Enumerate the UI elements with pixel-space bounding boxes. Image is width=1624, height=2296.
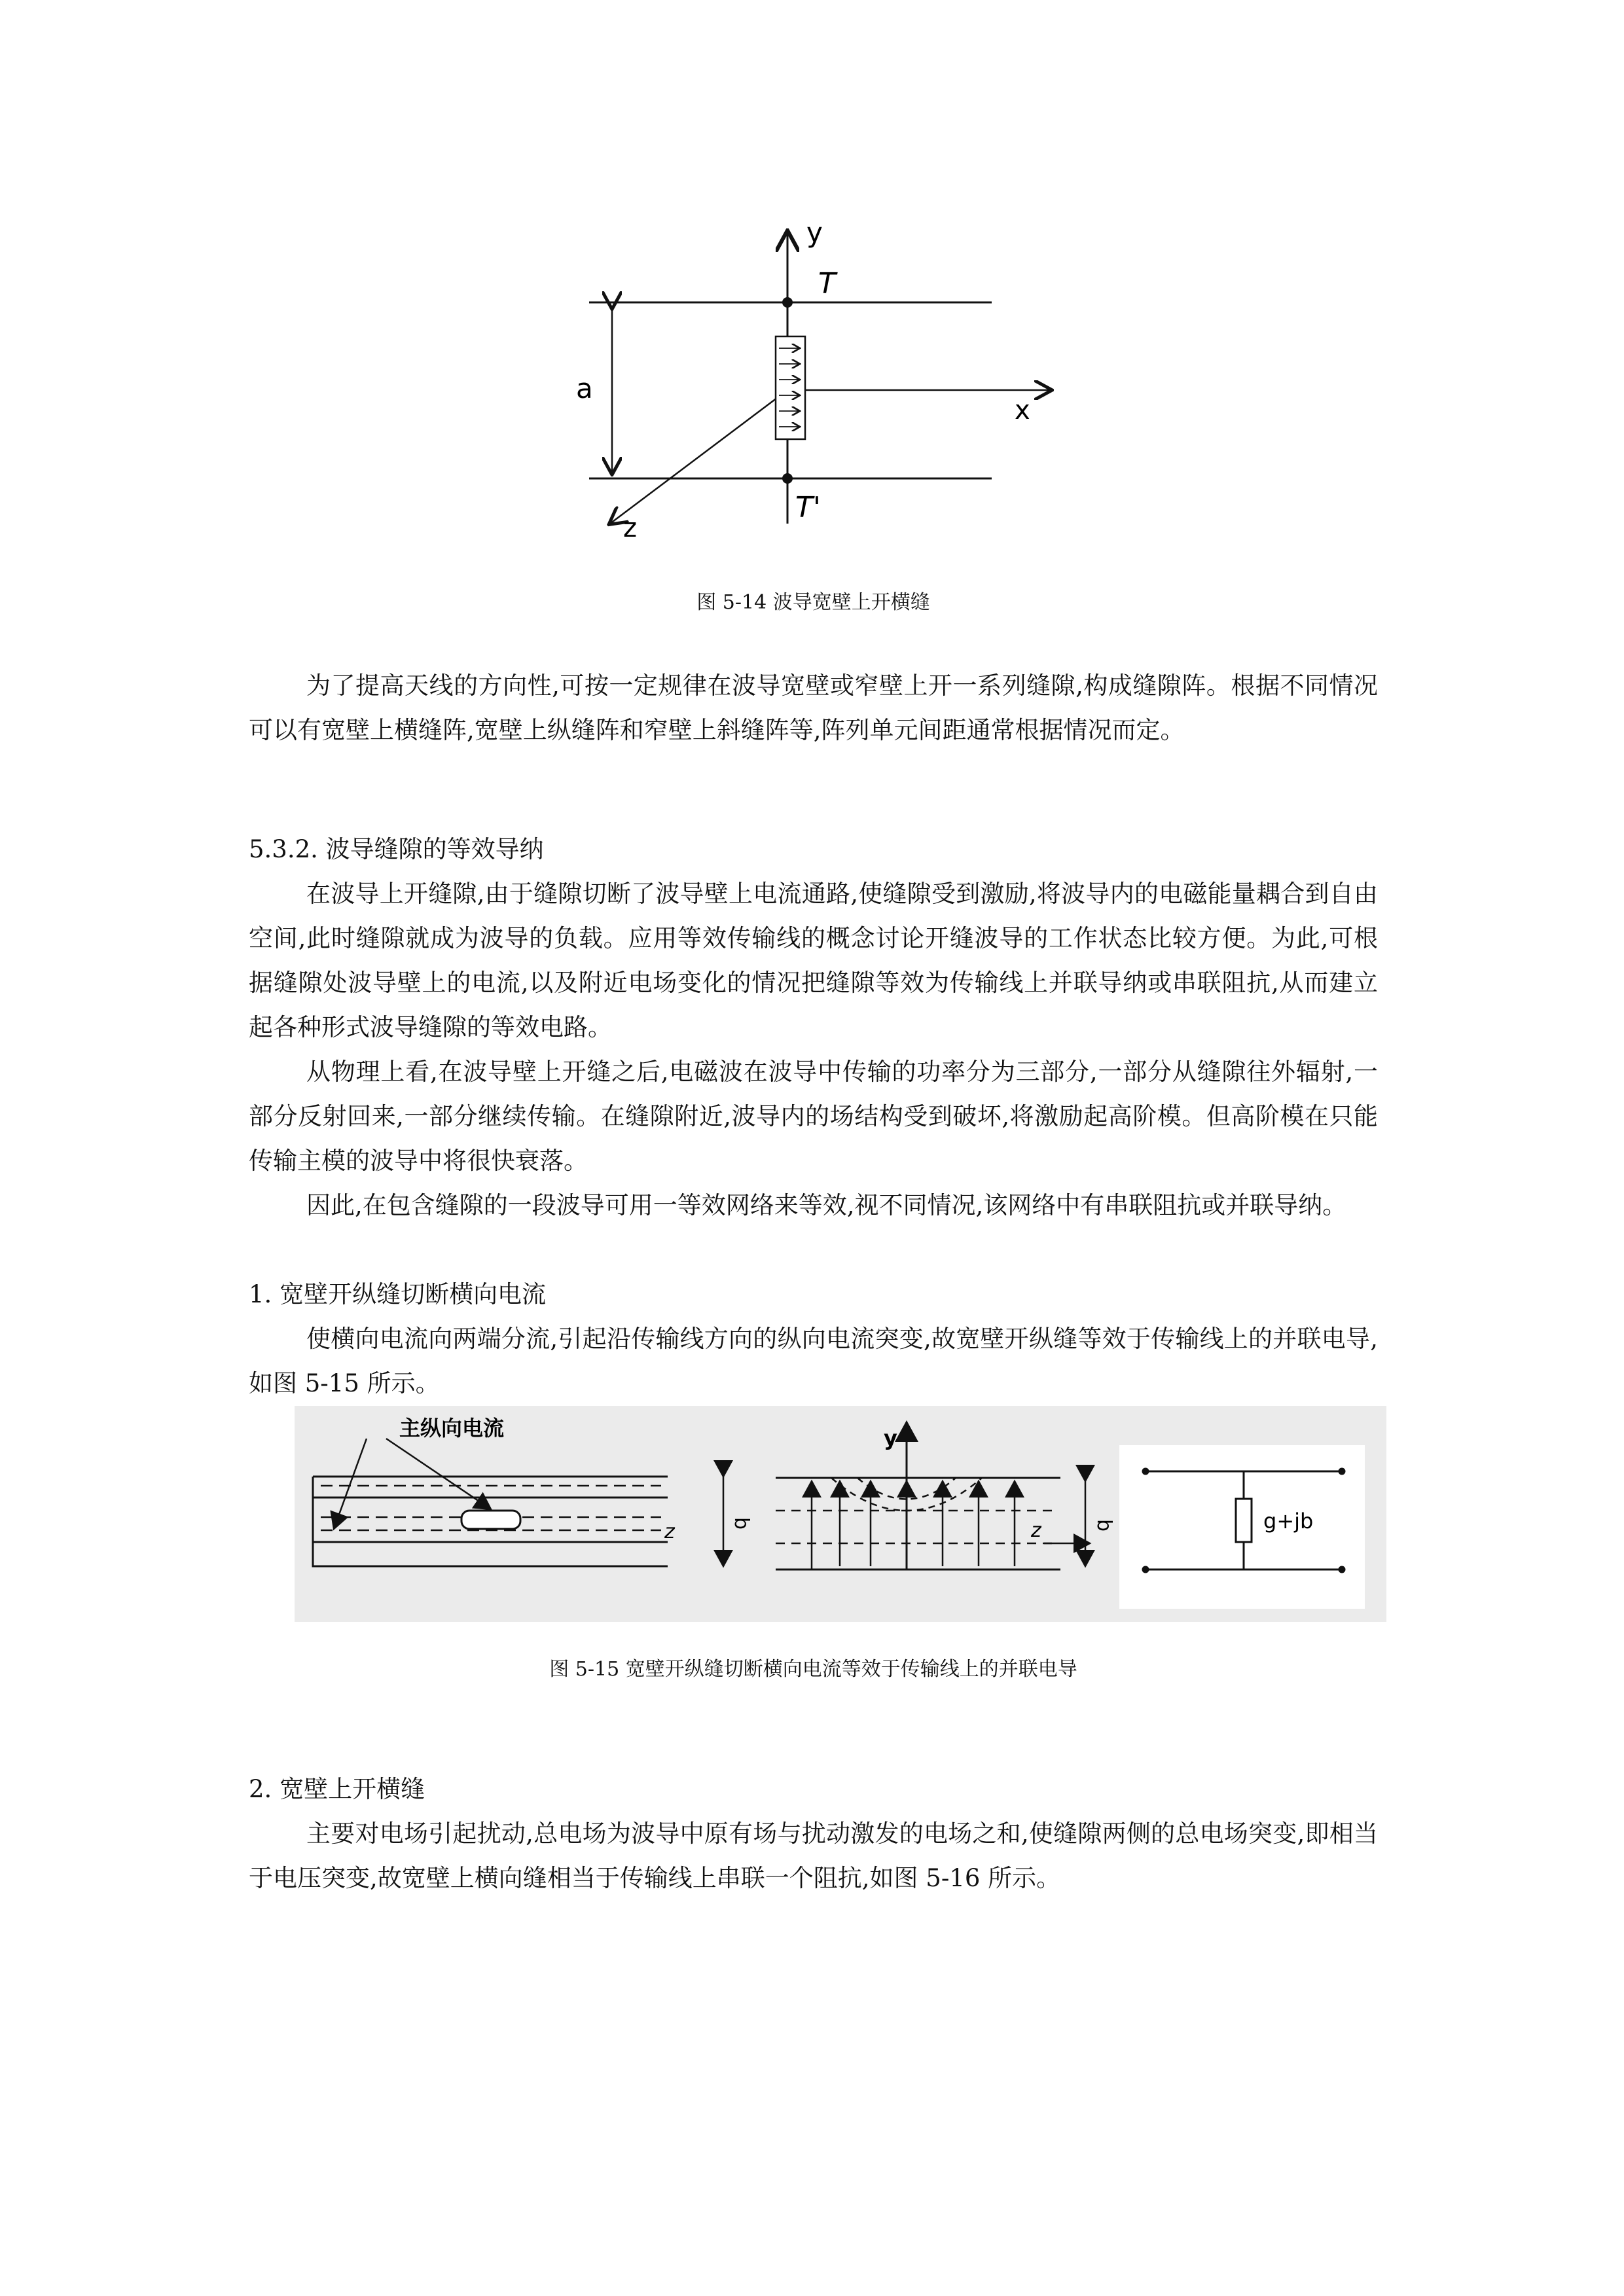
- paragraph-slot-load: 在波导上开缝隙,由于缝隙切断了波导壁上电流通路,使缝隙受到激励,将波导内的电磁能量耦合到自由空间,此时缝隙就成为波导的负载。应用等效传输线的概念讨论开缝波导的工作状态比较方便。为此,可根据缝隙处波导壁上的电流,以及附近电场变化的情况把缝隙等效为传输线上并联导纳或串联阻抗,从而建立起各种形式波导缝隙的等效电路。: [249, 880, 1378, 1041]
- point-T-dot: [782, 297, 793, 308]
- figure-5-15: [295, 1406, 1386, 1622]
- paragraph-transverse-slot: 主要对电场引起扰动,总电场为波导中原有场与扰动激发的电场之和,使缝隙两侧的总电场突变,即相当于电压突变,故宽壁上横向缝相当于传输线上串联一个阻抗,如图 5-16 所示。: [249, 1820, 1378, 1892]
- label-b-left: b: [730, 1517, 753, 1530]
- field-lines-panel: [776, 1422, 1090, 1570]
- item-2-heading: 2. 宽壁上开横缝: [249, 1775, 425, 1803]
- label-y-middle: y: [884, 1426, 897, 1450]
- label-admittance-g-jb: g+jb: [1263, 1509, 1314, 1534]
- label-main-longitudinal-current: 主纵向电流: [399, 1416, 505, 1441]
- section-heading-5-3-2: 5.3.2. 波导缝隙的等效导纳: [249, 835, 544, 863]
- figure-5-15-caption: 图 5-15 宽壁开纵缝切断横向电流等效于传输线上的并联电导: [549, 1658, 1077, 1681]
- label-x: x: [1015, 395, 1030, 425]
- paragraph-equivalent-network: 因此,在包含缝隙的一段波导可用一等效网络来等效,视不同情况,该网络中有串联阻抗或并联导纳。: [306, 1191, 1347, 1219]
- label-a: a: [576, 372, 593, 404]
- figure-5-14: [563, 216, 1087, 556]
- label-b-middle: b: [1092, 1519, 1115, 1532]
- label-y: y: [806, 217, 823, 249]
- z-axis: [610, 390, 787, 524]
- label-z-middle: z: [1031, 1519, 1041, 1542]
- label-z-left: z: [664, 1520, 675, 1543]
- paragraph-power-division: 从物理上看,在波导壁上开缝之后,电磁波在波导中传输的功率分为三部分,一部分从缝隙往外辐射,一部分反射回来,一部分继续传输。在缝隙附近,波导内的场结构受到破坏,将激励起高阶模。但高阶模在只能传输主模的波导中将很快衰落。: [249, 1058, 1378, 1175]
- point-Tprime-dot: [782, 473, 793, 484]
- label-T: T: [818, 267, 836, 300]
- item-1-heading: 1. 宽壁开纵缝切断横向电流: [249, 1280, 547, 1308]
- paragraph-slot-array: 为了提高天线的方向性,可按一定规律在波导宽壁或窄壁上开一系列缝隙,构成缝隙阵。根据不同情况可以有宽壁上横缝阵,宽壁上纵缝阵和窄壁上斜缝阵等,阵列单元间距通常根据情况而定。: [249, 672, 1378, 744]
- waveguide-slot-panel: [313, 1439, 723, 1566]
- paragraph-longitudinal-slot: 使横向电流向两端分流,引起沿传输线方向的纵向电流突变,故宽壁开纵缝等效于传输线上的并联电导,如图 5-15 所示。: [249, 1325, 1378, 1397]
- slot-rectangle: [776, 336, 805, 439]
- label-z: z: [623, 513, 637, 543]
- figure-5-14-caption: 图 5-14 波导宽壁上开横缝: [696, 591, 930, 614]
- label-Tprime: T': [795, 491, 821, 524]
